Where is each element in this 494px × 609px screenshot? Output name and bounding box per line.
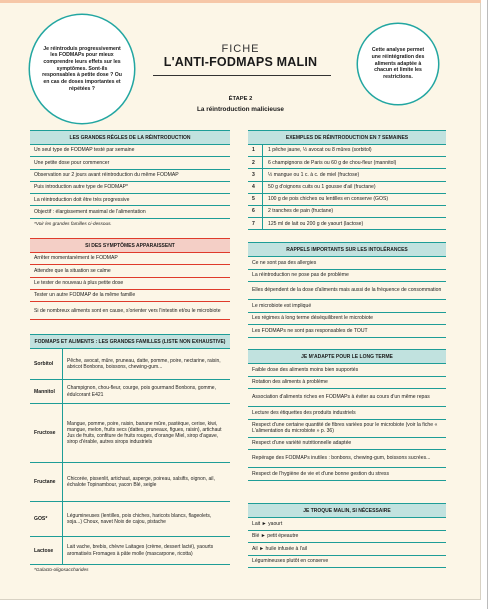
familles-title: FODMAPS ET ALIMENTS : LES GRANDES FAMILLES (LISTE NON EXHAUSTIVE) — [30, 334, 230, 349]
rappels-title: RAPPELS IMPORTANTS SUR LES INTOLÉRANCES — [248, 242, 446, 257]
famille-foods: Champignon, chou-fleur, courge, pois gourmand Bonbons, gomme, édulcorant E421 — [67, 385, 216, 398]
troque-title: JE TROQUE MALIN, SI NÉCESSAIRE — [248, 503, 446, 518]
famille-row — [30, 502, 230, 537]
regles-box — [30, 130, 230, 228]
exemple-number: 6 — [252, 206, 263, 217]
exemple-number: 2 — [252, 157, 263, 168]
exemple-number: 4 — [252, 182, 263, 193]
fiche-label: FICHE — [221, 43, 260, 55]
long-terme-item: Association d'aliments riches en FODMAPs à éviter au cours d'un même repas — [248, 389, 446, 407]
famille-name: Sorbitol — [30, 349, 63, 379]
famille-row — [30, 349, 230, 380]
rappels-box — [248, 242, 446, 338]
page-edge-line — [487, 0, 488, 609]
famille-name: Fructose — [30, 404, 63, 462]
rappel-item: Ce ne sont pas des allergies — [248, 257, 446, 270]
famille-name: Fructane — [30, 463, 63, 501]
famille-name: Mannitol — [30, 380, 63, 403]
long-terme-item: Lecture des étiquettes des produits industriels — [248, 407, 446, 420]
exemple-row — [248, 169, 446, 181]
symptomes-item: Arrêter momentanément le FODMAP — [30, 253, 230, 265]
rappel-item: Les régimes à long terme déséquilibrent le microbiote — [248, 313, 446, 326]
exemple-row — [248, 206, 446, 218]
troque-item: Ail ► huile infusée à l'ail — [248, 543, 446, 556]
exemple-number: 7 — [252, 218, 263, 229]
symptomes-item: Tester un autre FODMAP de la même famille — [30, 290, 230, 302]
rappel-item: Le microbiote est impliqué — [248, 300, 446, 313]
regles-item: Observation sur 2 jours avant réintroduction du même FODMAP — [30, 170, 230, 182]
exemple-text: 100 g de pois chiches ou lentilles en conserve (GOS) — [268, 196, 389, 203]
symptomes-item: Attendre que la situation se calme — [30, 265, 230, 277]
long-terme-item: Faible dose des aliments moins bien supportés — [248, 364, 446, 377]
regles-item: Une petite dose pour commencer — [30, 157, 230, 169]
familles-box — [30, 334, 230, 574]
long-terme-item: Repérage des FODMAPs inutiles : bonbons, chewing-gum, boissons sucrées... — [248, 450, 446, 468]
troque-box — [248, 503, 446, 568]
troque-item: Légumineuses plutôt en conserve — [248, 556, 446, 569]
long-terme-title: JE M'ADAPTE POUR LE LONG TERME — [248, 349, 446, 364]
regles-title: LES GRANDES RÈGLES DE LA RÉINTRODUCTION — [30, 130, 230, 145]
regles-item: Un seul type de FODMAP testé par semaine — [30, 145, 230, 157]
exemple-text: ½ mangue ou 1 c. à c. de miel (fructose) — [268, 171, 360, 178]
long-terme-item: Rotation des aliments à problème — [248, 377, 446, 390]
regles-note: *Voir les grandes familles ci-dessous. — [34, 220, 112, 226]
long-terme-box — [248, 349, 446, 481]
long-terme-item: Respect d'une certaine quantité de fibres variées pour le microbiote (voir la fiche « L'alimentation du microbiote » p. 36) — [248, 420, 446, 438]
famille-row — [30, 380, 230, 404]
symptomes-item: Si de nombreux aliments sont en cause, s'orienter vers l'intestin et/ou le microbiote — [30, 302, 230, 320]
famille-name: GOS* — [30, 502, 63, 536]
page-subtitle: La réintroduction malicieuse — [196, 106, 284, 113]
symptomes-item: Le tester de nouveau à plus petite dose — [30, 278, 230, 290]
famille-row — [30, 404, 230, 463]
exemple-text: 6 champignons de Paris ou 60 g de chou-fleur (mannitol) — [268, 159, 397, 166]
exemple-row — [248, 145, 446, 157]
long-terme-item: Respect de l'hygiène de vie et d'une bonne gestion du stress — [248, 468, 446, 481]
title-underline — [153, 75, 331, 76]
rappel-item: La réintroduction ne pose pas de problème — [248, 270, 446, 283]
exemple-text: 2 tranches de pain (fructane) — [268, 208, 334, 215]
regles-item: La réintroduction doit être très progressive — [30, 194, 230, 206]
exemple-row — [248, 194, 446, 206]
exemple-row — [248, 182, 446, 194]
top-stripe — [0, 0, 481, 3]
long-terme-item: Respect d'une variété nutritionnelle adaptée — [248, 438, 446, 451]
famille-foods: Pêche, avocat, mûre, pruneau, datte, pomme, poire, nectarine, raisin, abricot Bonbons, boissons, chewing-gum... — [67, 357, 221, 370]
famille-name: Lactose — [30, 537, 63, 564]
famille-row — [30, 537, 230, 565]
famille-foods: Chicorée, pissenlit, artichaut, asperge, poireau, salsifis, oignon, ail, échalote Topinambour, yacon Blé, seigle — [67, 475, 215, 488]
regles-item: Objectif : élargissement maximal de l'alimentation — [30, 206, 230, 218]
symptomes-box — [30, 238, 230, 320]
famille-foods: Légumineuses (lentilles, pois chiches, haricots blancs, flageolets, soja...) Choux, navet Noix de cajou, pistache — [67, 512, 212, 525]
rappel-item: Les FODMAPs ne sont pas responsables de TOUT — [248, 325, 446, 338]
exemple-number: 3 — [252, 169, 263, 180]
rappel-item: Elles dépendent de la dose d'aliments mais aussi de la fréquence de consommation — [248, 282, 446, 300]
exemple-row — [248, 218, 446, 230]
exemple-row — [248, 157, 446, 169]
regles-item: Puis introduction autre type de FODMAP* — [30, 182, 230, 194]
familles-note: *Galacto-oligosaccharides — [34, 567, 89, 572]
exemple-text: 50 g d'oignons cuits ou 1 gousse d'ail (fructane) — [268, 183, 376, 190]
troque-item: Blé ► petit épeautre — [248, 531, 446, 544]
exemple-text: 1 pêche jaune, ½ avocat ou 8 mûres (sorbitol) — [268, 147, 372, 154]
exemples-box — [248, 130, 446, 230]
exemple-number: 1 — [252, 145, 263, 156]
intro-bubble-text: Je réintroduis progressivement les FODMAPs pour mieux comprendre leurs effets sur les symptômes. Sont-ils responsables à petite dose ? Ou en cas de doses importantes et répétées ? — [42, 45, 122, 92]
famille-foods: Mangue, pomme, poire, raisin, banane mûre, pastèque, cerise, kiwi, mangue, melon, fruits secs (dattes, pruneaux, figues, raisin), artichaut Jus de fruits, confiture de fruits rouges, d'orange Miel, sirop d'agave, sirop d'érable, autres sirops industriels — [67, 420, 222, 446]
famille-row — [30, 463, 230, 502]
symptomes-title: SI DES SYMPTÔMES APPARAISSENT — [30, 238, 230, 253]
etape-label: ÉTAPE 2 — [228, 96, 253, 102]
exemples-title: EXEMPLES DE RÉINTRODUCTION EN 7 SEMAINES — [248, 130, 446, 145]
famille-foods: Lait vache, brebis, chèvre Laitages (crème, dessert lacté), yaourts aromatisés Fromages à pâte molle (mascarpone, ricotta) — [67, 544, 214, 557]
page-title: L'ANTI-FODMAPS MALIN — [163, 55, 318, 69]
exemple-number: 5 — [252, 194, 263, 205]
troque-item: Lait ► yaourt — [248, 518, 446, 531]
exemple-text: 125 ml de lait ou 200 g de yaourt (lactose) — [268, 220, 364, 227]
info-bubble-text: Cette analyse permet une réintégration des aliments adaptée à chacun et limite les restrictions. — [371, 47, 425, 80]
